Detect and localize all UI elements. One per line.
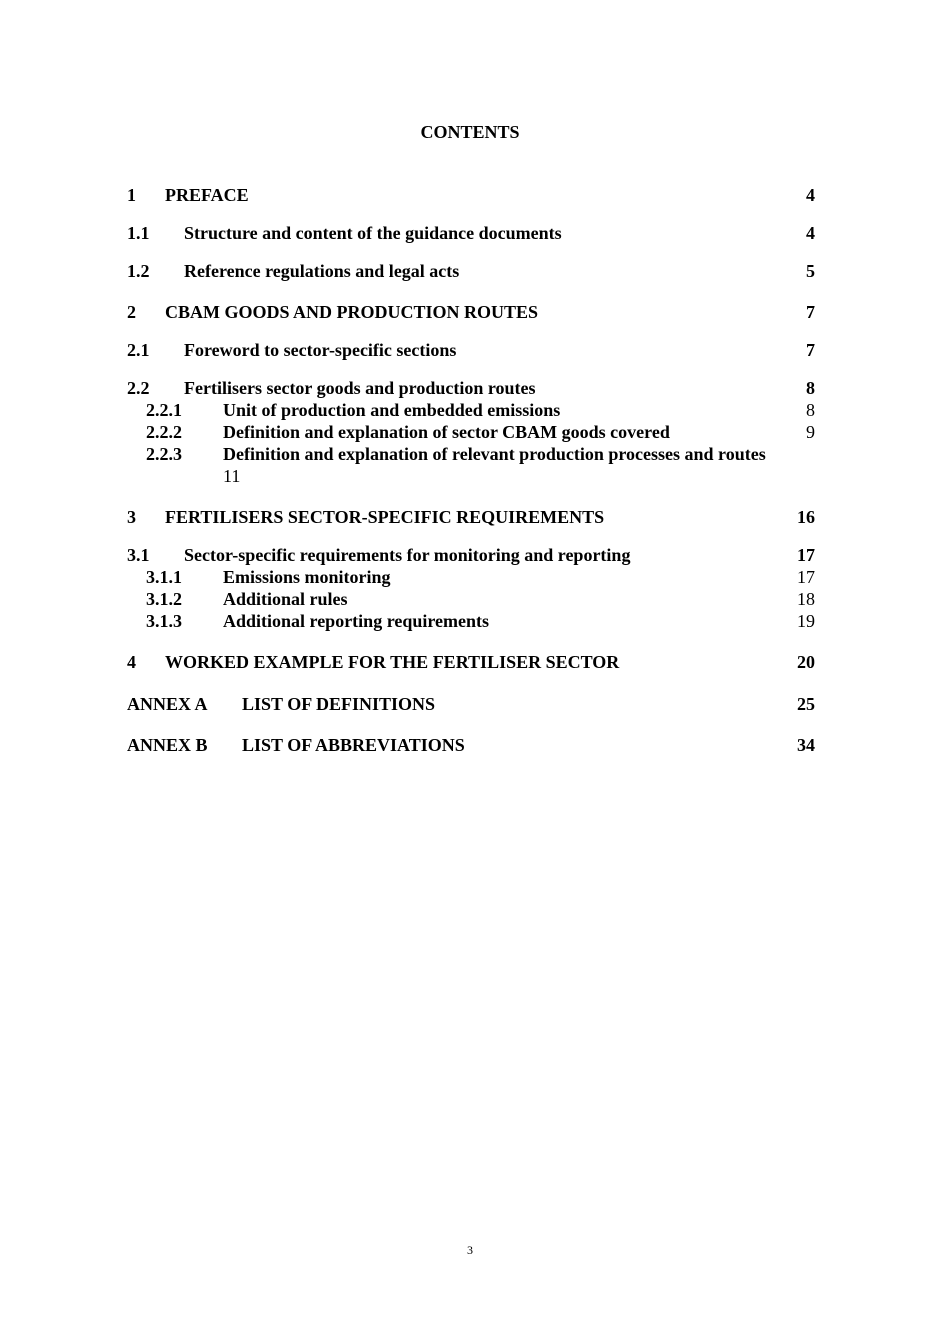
toc-entry-page: 17 [797, 545, 815, 565]
toc-entry-page: 7 [806, 302, 815, 322]
toc-entry-page: 5 [806, 261, 815, 281]
toc-entry[interactable] [127, 260, 815, 282]
toc-entry-title: Additional reporting requirements [223, 611, 490, 631]
toc-entry[interactable] [127, 610, 815, 632]
toc-entry-page: 4 [806, 223, 815, 243]
toc-entry-title: Definition and explanation of sector CBAM goods covered [223, 422, 670, 442]
toc-entry-number: ANNEX B [127, 735, 208, 755]
toc-entry-title: Additional rules [223, 589, 348, 609]
toc-entry-title: Sector-specific requirements for monitoring and reporting [184, 545, 631, 565]
toc-entry-title: CBAM GOODS AND PRODUCTION ROUTES [165, 302, 539, 322]
toc-entry[interactable] [127, 421, 815, 443]
toc-entry-title: WORKED EXAMPLE FOR THE FERTILISER SECTOR [165, 652, 620, 672]
toc-entry-number: 4 [127, 652, 136, 672]
toc-entry-number: 2.2.2 [146, 422, 182, 442]
toc-entry-title: FERTILISERS SECTOR-SPECIFIC REQUIREMENTS [165, 507, 605, 527]
toc-entry-number: 3.1.3 [146, 611, 182, 631]
toc-entry-title: Reference regulations and legal acts [184, 261, 460, 281]
toc-entry[interactable] [127, 693, 815, 715]
toc-entry[interactable] [127, 443, 815, 465]
toc-entry-page: 7 [806, 340, 815, 360]
page-number: 3 [467, 1243, 473, 1257]
toc-entry[interactable] [127, 588, 815, 610]
toc-entry[interactable] [127, 339, 815, 361]
toc-entry-page: 34 [797, 735, 815, 755]
toc-entry-page: 18 [797, 589, 815, 609]
toc-entry-number: 2 [127, 302, 136, 322]
toc-entry-page: 16 [797, 507, 815, 527]
toc-entry[interactable] [127, 377, 815, 399]
toc-entry-title: Definition and explanation of relevant production processes and routes [223, 444, 766, 464]
toc-entry-page: 17 [797, 567, 815, 587]
toc-entry-number: ANNEX A [127, 694, 208, 714]
toc-entry-number: 3.1 [127, 545, 150, 565]
toc-entry-number: 3 [127, 507, 136, 527]
toc-entry-number: 2.1 [127, 340, 150, 360]
toc-entry[interactable] [127, 651, 815, 673]
toc-entry-title: Structure and content of the guidance documents [184, 223, 562, 243]
toc-entry-title: Fertilisers sector goods and production routes [184, 378, 536, 398]
toc-entry-title: Emissions monitoring [223, 567, 391, 587]
toc-entry[interactable] [127, 222, 815, 244]
toc-entry-number: 2.2.1 [146, 400, 182, 420]
toc-entry-page: 4 [806, 185, 815, 205]
toc-entry-page: 20 [797, 652, 815, 672]
toc-entry-title: Unit of production and embedded emissions [223, 400, 561, 420]
toc-entry-page: 25 [797, 694, 815, 714]
toc-entry-title: PREFACE [165, 185, 249, 205]
toc-entry-page: 11 [223, 466, 241, 486]
toc-entry-number: 3.1.1 [146, 567, 182, 587]
toc-entry-number: 3.1.2 [146, 589, 182, 609]
toc-entry-title: LIST OF DEFINITIONS [242, 694, 436, 714]
toc-entry[interactable] [127, 544, 815, 566]
toc-entry[interactable] [127, 184, 815, 206]
toc-entry-number: 2.2.3 [146, 444, 182, 464]
toc-entry-page: 8 [806, 378, 815, 398]
toc-entry[interactable] [127, 399, 815, 421]
toc-entry-number: 2.2 [127, 378, 150, 398]
toc-title: CONTENTS [420, 122, 520, 142]
toc-entry[interactable] [127, 566, 815, 588]
toc-entry[interactable] [127, 734, 815, 756]
toc-entry[interactable] [127, 506, 815, 528]
toc-entry-page: 19 [797, 611, 815, 631]
toc-entry-page: 8 [806, 400, 815, 420]
toc-entry[interactable] [127, 301, 815, 323]
toc-entry-title: LIST OF ABBREVIATIONS [242, 735, 465, 755]
toc-entry-number: 1.1 [127, 223, 150, 243]
toc-entry-page: 9 [806, 422, 815, 442]
toc-entry-number: 1 [127, 185, 136, 205]
toc-entry-title: Foreword to sector-specific sections [184, 340, 457, 360]
toc-entry-number: 1.2 [127, 261, 150, 281]
